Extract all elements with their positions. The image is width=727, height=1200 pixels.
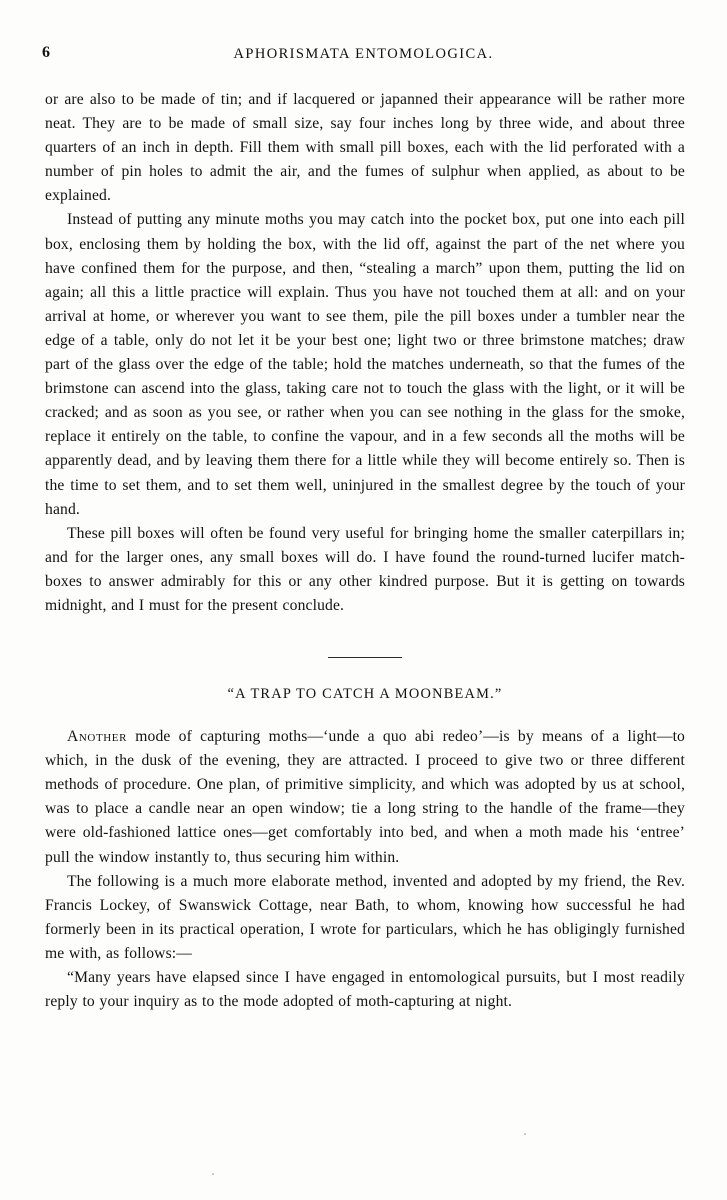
section-title: “A TRAP TO CATCH A MOONBEAM.” bbox=[227, 686, 503, 703]
paragraph: or are also to be made of tin; and if lacquered or japanned their appearance will be rather more neat. They are to be made of small size, say four inches long by three wide, and about three quarters of an inch in depth. Fill them with small pill boxes, each with the lid perforated with a number of pin holes to admit the air, and the fumes of sulphur when applied, as about to be explained. bbox=[45, 91, 685, 205]
paragraph: These pill boxes will often be found very useful for bringing home the smaller caterpillars in; and for the larger ones, any small boxes will do. I have found the round-turned lucifer match-boxes to answer admirably for this or any other kindred purpose. But it is getting on towards midnight, and I must for the present conclude. bbox=[45, 524, 685, 614]
page-speck bbox=[524, 1133, 526, 1135]
paragraph: “Many years have elapsed since I have engaged in entomological pursuits, but I most readily reply to your inquiry as to the mode adopted of moth-capturing at night. bbox=[45, 969, 685, 1011]
body-text-column bbox=[45, 88, 685, 1014]
page-header bbox=[42, 44, 685, 64]
section-divider-rule bbox=[45, 648, 685, 658]
page-number: 6 bbox=[42, 44, 51, 61]
paragraph bbox=[45, 725, 685, 870]
horizontal-rule bbox=[328, 657, 402, 658]
paragraph-body: mode of capturing moths—‘unde a quo abi redeo’—is by means of a light—to which, in the dusk of the evening, they are attracted. I proceed to give two or three different methods of procedure. One plan, of primitive simplicity, and which was adopted by us at school, was to place a candle near an open window; tie a long string to the handle of the frame—they were old-fashioned lattice ones—get comfortably into bed, and when a moth made his ‘entree’ pull the window instantly to, thus securing him within. bbox=[45, 728, 685, 866]
paragraph: The following is a much more elaborate method, invented and adopted by my friend, the Rev. Francis Lockey, of Swanswick Cottage, near Bath, to whom, knowing how successful he had formerly been in its practical operation, I wrote for particulars, which he has obligingly furnished me with, as follows:— bbox=[45, 872, 685, 962]
page-speck bbox=[212, 1173, 214, 1175]
paragraph-lead-word: Another bbox=[67, 728, 128, 746]
paragraph: Instead of putting any minute moths you may catch into the pocket box, put one into each pill box, enclosing them by holding the box, with the lid off, against the part of the net where you have confined them for the purpose, and then, “stealing a march” upon them, putting the lid on again; all this a little practice will explain. Thus you have not touched them at all: and on your arrival at home, or wherever you want to see them, pile the pill boxes under a tumbler near the edge of a table, only do not let it be your best one; light two or three brimstone matches; draw part of the glass over the edge of the table; hold the matches underneath, so that the fumes of the brimstone can ascend into the glass, taking care not to touch the glass with the light, or it will be cracked; and as soon as you see, or rather when you can see nothing in the glass for the smoke, replace it entirely on the table, to confine the vapour, and in a few seconds all the moths will be apparently dead, and by leaving them there for a little while they will become entirely so. Then is the time to set them, and to set them well, uninjured in the smallest degree by the touch of your hand. bbox=[45, 211, 685, 518]
running-head: APHORISMATA ENTOMOLOGICA. bbox=[233, 46, 494, 62]
